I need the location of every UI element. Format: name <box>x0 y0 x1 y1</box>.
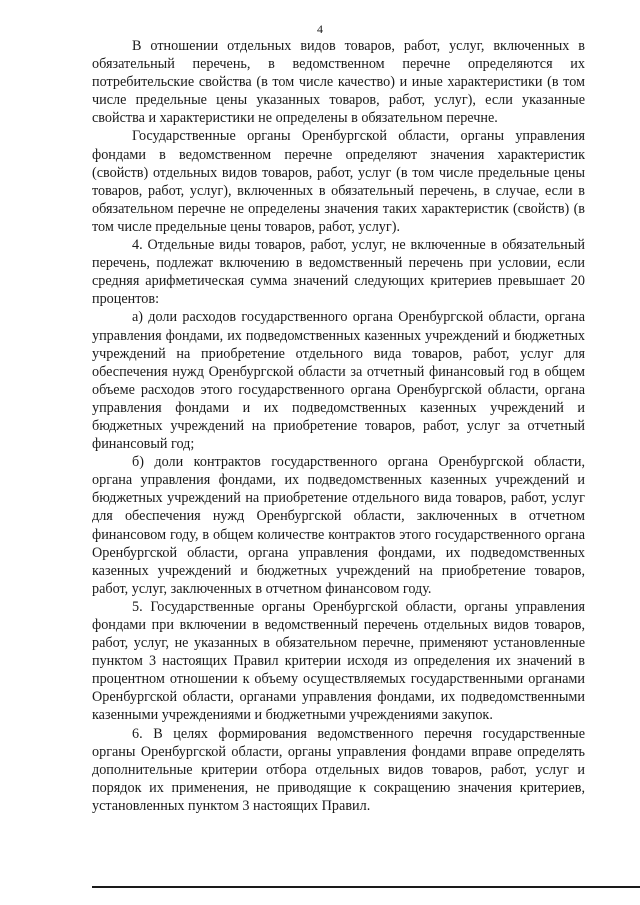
paragraph-7: 6. В целях формирования ведомственного перечня государственные органы Оренбургской области, органы управления фондами вправе определять дополнительные критерии отбора отдельных видов товаров, работ, услуг и порядок их применения, не приводящие к сокращению значения критериев, установленных пунктом 3 настоящих Правил. <box>92 725 585 814</box>
document-body <box>92 37 585 815</box>
bottom-rule <box>92 886 640 888</box>
paragraph-5: б) доли контрактов государственного органа Оренбургской области, органа управления фондами, их подведомственных казенных учреждений и бюджетных учреждений на приобретение отдельного вида товаров, работ, услуг для обеспечения нужд Оренбургской области, заключенных в отчетном финансовом году, в общем количестве контрактов этого государственного органа Оренбургской области, органа управления фондами, их подведомственных казенных учреждений и бюджетных учреждений на приобретение товаров, работ, услуг, заключенных в отчетном финансовом году. <box>92 454 585 597</box>
paragraph-6: 5. Государственные органы Оренбургской области, органы управления фондами при включении в ведомственный перечень отдельных видов товаров, работ, услуг, не указанных в обязательном перечне, применяют установленные пунктом 3 настоящих Правил критерии исходя из определения их значений в процентном отношении к объему осуществляемых государственными органами Оренбургской области, органами управления фондами, их подведомственными казенными учреждениями и бюджетными учреждениями закупок. <box>92 598 585 724</box>
paragraph-2: Государственные органы Оренбургской области, органы управления фондами в ведомственном перечне определяют значения характеристик (свойств) отдельных видов товаров, работ, услуг (в том числе предельные цены товаров, работ, услуг), включенных в обязательный перечень, в случае, если в обязательном перечне не определены значения таких характеристик (свойств) (в том числе предельные цены товаров, работ, услуг). <box>92 128 585 235</box>
paragraph-3: 4. Отдельные виды товаров, работ, услуг, не включенные в обязательный перечень, подлежат включению в ведомственный перечень при условии, если средняя арифметическая сумма значений следующих критериев превышает 20 процентов: <box>92 237 585 308</box>
paragraph-4: а) доли расходов государственного органа Оренбургской области, органа управления фондами, их подведомственных казенных учреждений и бюджетных учреждений на приобретение отдельного вида товаров, работ, услуг для обеспечения нужд Оренбургской области за отчетный финансовый год в общем объеме расходов этого государственного органа Оренбургской области, органа управления фондами и их подведомственных казенных учреждений и бюджетных учреждений на приобретение товаров, работ, услуг за отчетный финансовый год; <box>92 309 585 453</box>
page-number: 4 <box>317 22 323 36</box>
paragraph-1: В отношении отдельных видов товаров, работ, услуг, включенных в обязательный перечень, в ведомственном перечне определяются их потребительские свойства (в том числе качество) и иные характеристики (в том числе предельные цены указанных товаров, работ, услуг), если указанные свойства и характеристики не определены в обязательном перечне. <box>92 38 585 127</box>
